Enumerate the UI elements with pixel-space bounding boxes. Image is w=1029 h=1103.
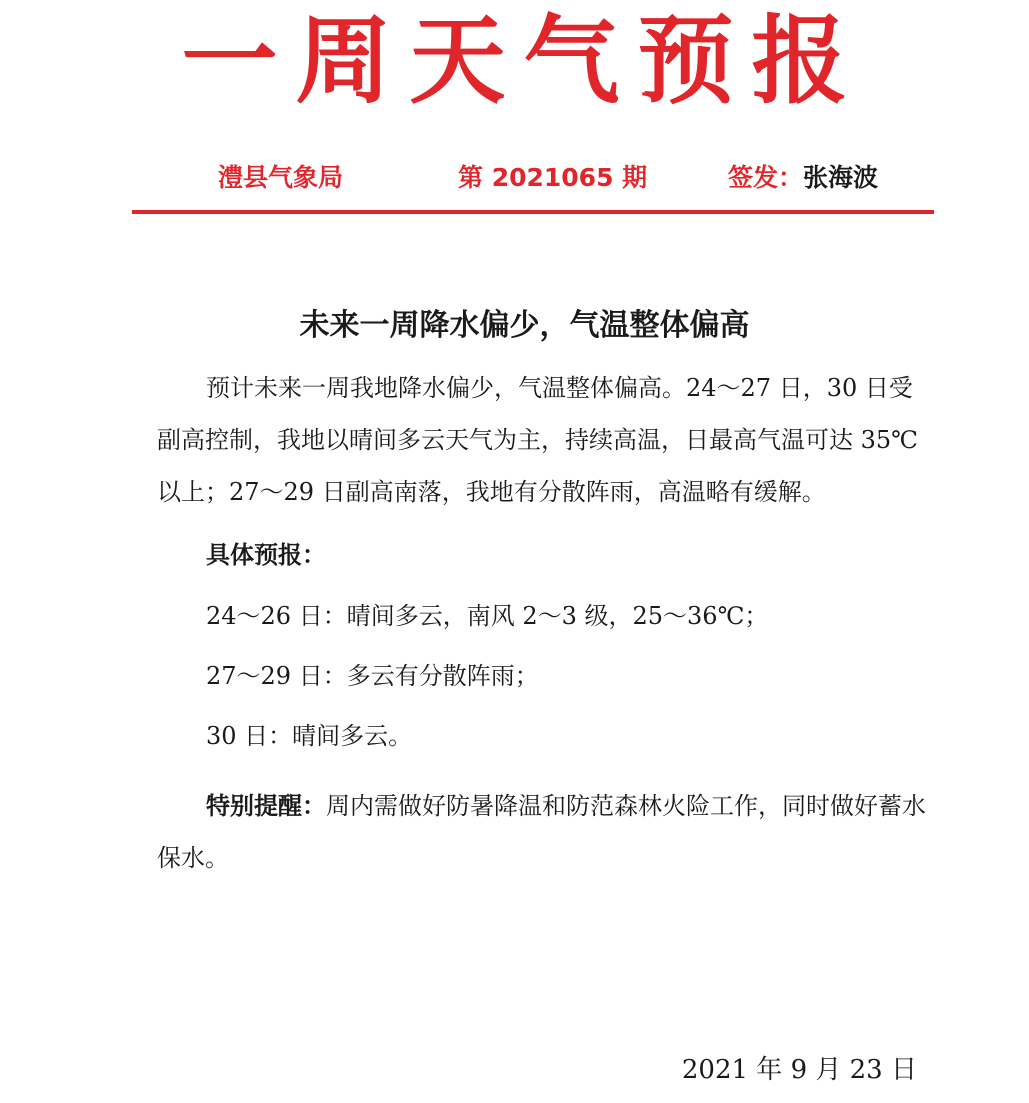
headline: 未来一周降水偏少，气温整体偏高 <box>299 308 750 343</box>
overview-paragraph: 预计未来一周我地降水偏少，气温整体偏高。24～27 日，30 日受副高控制，我地以晴间多云天气为主，持续高温，日最高气温可达 35℃以上；27～29 日副高南落，我地有分散阵雨，高温略有缓解。 <box>157 374 919 506</box>
forecast-item: 30 日：晴间多云。 <box>206 722 413 750</box>
reminder-text: 周内需做好防暑降温和防范森林火险工作，同时做好蓄水保水。 <box>157 792 926 872</box>
red-divider <box>132 210 934 214</box>
signer-label: 签发： <box>728 163 804 192</box>
issuer: 澧县气象局 <box>218 163 344 192</box>
masthead-title: 一周天气预报 <box>181 5 866 117</box>
forecast-item: 27～29 日：多云有分散阵雨； <box>206 662 539 690</box>
forecast-heading: 具体预报： <box>206 541 326 569</box>
reminder-label: 特别提醒： <box>206 792 326 820</box>
header-meta-row <box>0 160 1029 196</box>
issue-date: 2021 年 9 月 23 日 <box>681 1055 917 1085</box>
signer-name: 张海波 <box>803 163 879 192</box>
forecast-item: 24～26 日：晴间多云，南风 2～3 级，25～36℃； <box>206 602 769 630</box>
issue-number: 第 2021065 期 <box>458 163 648 192</box>
reminder-paragraph <box>157 780 927 884</box>
signer <box>728 160 878 196</box>
